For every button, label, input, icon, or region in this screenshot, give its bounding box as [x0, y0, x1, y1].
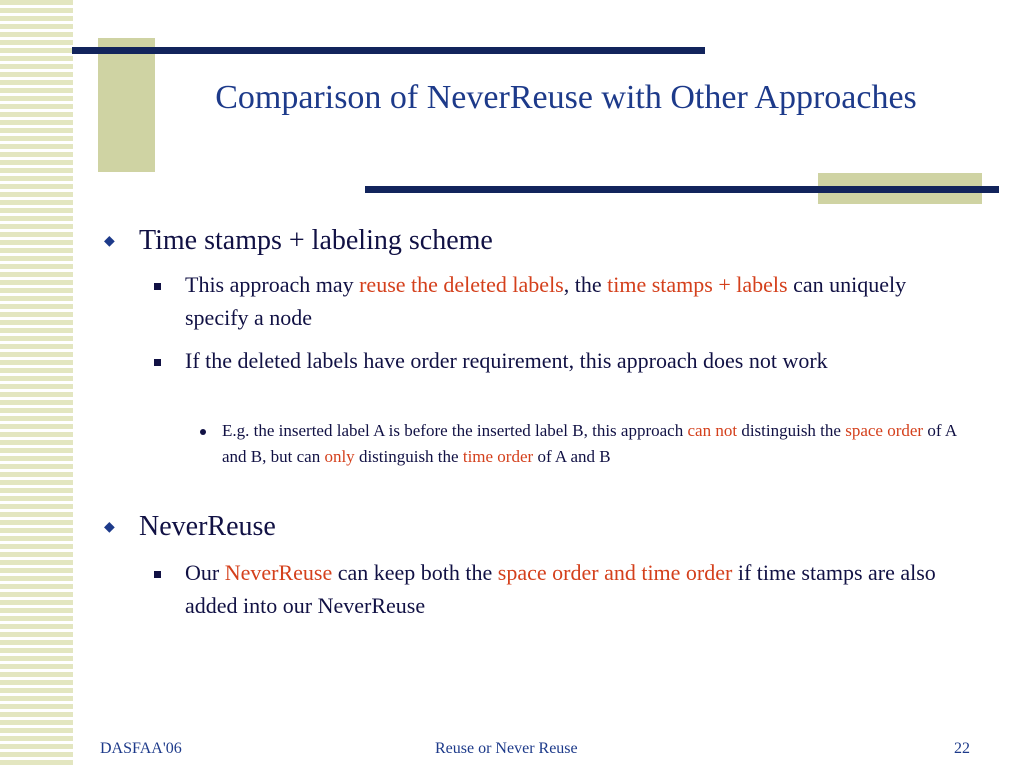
bullet-1-sub-1: This approach may reuse the deleted labels, the time stamps + labels can uniquely specify a node	[185, 272, 907, 330]
bullet-1-sub-2: If the deleted labels have order requirement, this approach does not work	[185, 348, 828, 373]
bullet-1-text: Time stamps + labeling scheme	[139, 225, 493, 256]
striped-sidebar-decoration	[0, 0, 73, 768]
top-rule	[72, 47, 705, 54]
square-bullet-icon	[154, 283, 161, 290]
footer-conference: DASFAA'06	[100, 740, 182, 757]
slide-number: 22	[954, 740, 970, 757]
bullet-2-text: NeverReuse	[139, 511, 276, 542]
footer-title: Reuse or Never Reuse	[435, 740, 578, 757]
square-bullet-icon	[154, 571, 161, 578]
bullet-1-sub-2-example: E.g. the inserted label A is before the inserted label B, this approach can not distinguish the space order of A and B, but can only distinguish the time order of A and B	[222, 421, 957, 466]
diamond-bullet-icon: ◆	[104, 234, 115, 249]
square-bullet-icon	[154, 359, 161, 366]
diamond-bullet-icon: ◆	[104, 520, 115, 535]
title-underline-rule	[365, 186, 999, 193]
title-accent-box	[98, 38, 155, 172]
slide-title: Comparison of NeverReuse with Other Approaches	[215, 79, 917, 116]
round-bullet-icon	[200, 429, 206, 435]
bullet-2-sub-1: Our NeverReuse can keep both the space order and time order if time stamps are also added into our NeverReuse	[185, 560, 936, 618]
